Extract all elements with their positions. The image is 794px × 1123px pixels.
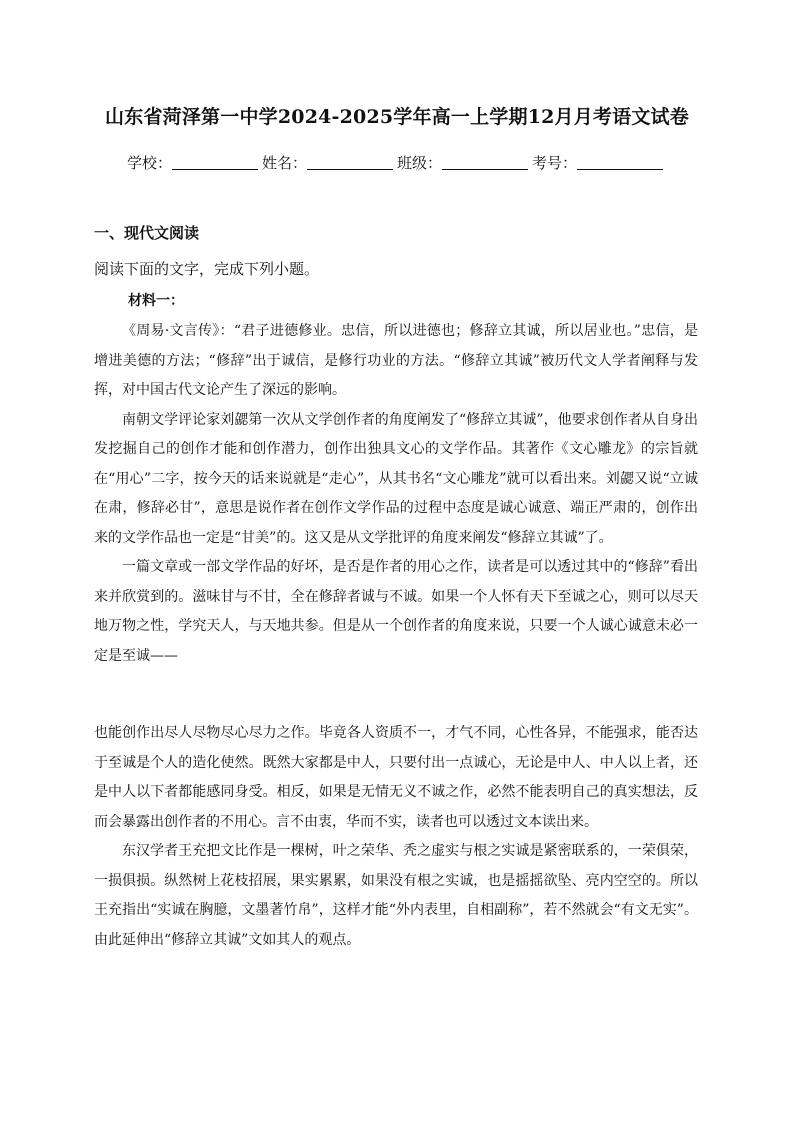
paragraph-3-continued: 也能创作出尽人尽物尽心尽力之作。毕竟各人资质不一，才气不同，心性各异，不能强求，能否达于至诚是个人的造化使然。既然大家都是中人，只要付出一点诚心，无论是中人、中人以上者，还是中人以下者都能感同身受。相反，如果是无情无义不诚之作，必然不能表明自己的真实想法，反而会暴露出创作者的不用心。言不由衷，华而不实，读者也可以透过文本读出来。 — [94, 725, 698, 830]
reading-instruction: 阅读下面的文字，完成下列小题。 — [94, 260, 320, 278]
exam-number-label: 考号： — [532, 154, 578, 172]
name-blank — [307, 155, 393, 170]
school-blank — [172, 155, 258, 170]
paragraph-1: 《周易·文言传》：“君子进德修业。忠信，所以进德也；修辞立其诚，所以居业也。”忠信，是增进美德的方法；“修辞”出于诚信，是修行功业的方法。“修辞立其诚”被历代文人学者阐释与发挥，对中国古代文论产生了深远的影响。 — [94, 323, 698, 398]
paragraph-2: 南朝文学评论家刘勰第一次从文学创作者的角度阐发了“修辞立其诚”，他要求创作者从自身出发挖掘自己的创作才能和创作潜力，创作出独具文心的文学作品。其著作《文心雕龙》的宗旨就在“用心”二字，按今天的话来说就是“走心”，从其书名“文心雕龙”就可以看出来。刘勰又说“立诚在肃，修辞必甘”，意思是说作者在创作文学作品的过程中态度是诚心诚意、端正严肃的，创作出来的文学作品也一定是“甘美”的。这又是从文学批评的角度来阐发“修辞立其诚”了。 — [94, 411, 698, 546]
page-title: 山东省菏泽第一中学2024-2025学年高一上学期12月月考语文试卷 — [105, 106, 689, 128]
paragraph-4: 东汉学者王充把文比作是一棵树，叶之荣华、秃之虚实与根之实诚是紧密联系的，一荣俱荣，一损俱损。纵然树上花枝招展，果实累累，如果没有根之实诚，也是摇摇欲坠、亮内空空的。所以王充指出“实诚在胸臆，文墨著竹帛”，这样才能“外内表里，自相副称”，若不然就会“有文无实”。由此延伸出“修辞立其诚”文如其人的观点。 — [94, 843, 698, 948]
passage-block-1 — [94, 317, 698, 671]
student-info-line — [0, 152, 794, 173]
passage-block-2 — [94, 719, 698, 955]
school-label: 学校： — [126, 154, 172, 172]
class-label: 班级： — [397, 154, 443, 172]
section-heading: 一、现代文阅读 — [94, 224, 200, 242]
paragraph-3: 一篇文章或一部文学作品的好坏，是否是作者的用心之作，读者是可以透过其中的“修辞”看出来并欣赏到的。滋味甘与不甘，全在修辞者诚与不诚。如果一个人怀有天下至诚之心，则可以尽天地万物之性，学究天人，与天地共参。但是从一个创作者的角度来说，只要一个人诚心诚意未必一定是至诚—— — [94, 559, 698, 664]
material-title: 材料一： — [128, 293, 184, 309]
class-blank — [442, 155, 528, 170]
name-label: 姓名： — [261, 154, 307, 172]
exam-number-blank — [577, 155, 663, 170]
